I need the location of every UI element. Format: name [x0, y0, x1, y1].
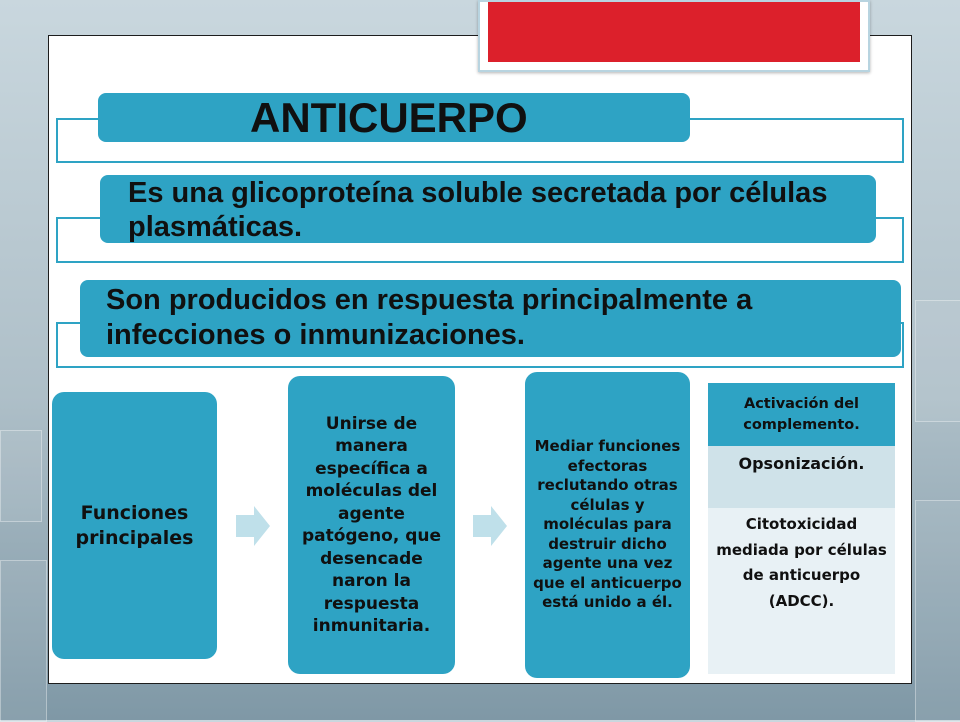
- background-tile: [0, 560, 47, 722]
- definition-banner: Es una glicoproteína soluble secretada por células plasmáticas.: [100, 175, 876, 243]
- function-step-2-text: Mediar funciones efectoras reclutando otras células y moléculas para destruir dicho agente una vez que el anticuerpo está unido a él.: [533, 437, 682, 612]
- list-item: Activación del complemento.: [708, 383, 895, 446]
- background-tile: [915, 300, 960, 422]
- chevron-right-arrow-icon: [236, 506, 270, 546]
- background-tile: [915, 500, 960, 722]
- background-tile: [0, 430, 42, 522]
- list-item: Opsonización.: [708, 446, 895, 508]
- chevron-right-arrow-icon: [473, 506, 507, 546]
- function-step-2-card: [525, 372, 690, 678]
- function-step-1-card: [288, 376, 455, 674]
- effector-functions-list: [708, 383, 895, 674]
- functions-label-text: Funciones principales: [75, 501, 194, 549]
- decorative-red-box: [478, 0, 870, 72]
- red-fill: [488, 2, 860, 62]
- page-title: ANTICUERPO: [98, 93, 690, 142]
- function-step-1-text: Unirse de manera específica a moléculas del agente patógeno, que desencade naron la respuesta inmunitaria.: [301, 413, 442, 636]
- production-banner: Son producidos en respuesta principalmente a infecciones o inmunizaciones.: [80, 280, 901, 357]
- list-item: Citotoxicidad mediada por células de anticuerpo (ADCC).: [708, 508, 895, 674]
- functions-label-card: [52, 392, 217, 659]
